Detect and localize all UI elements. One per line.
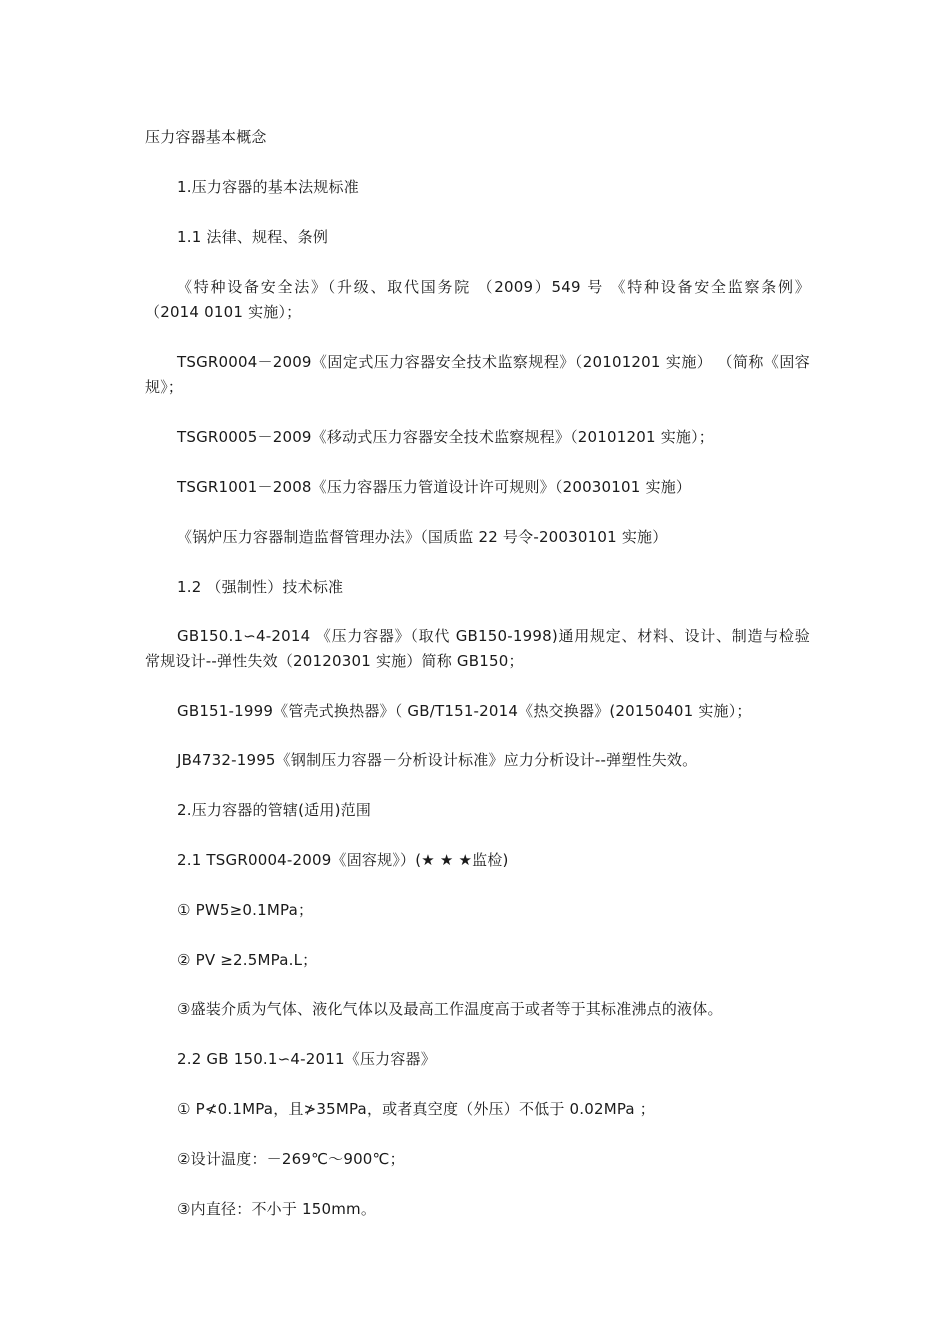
heading-1-1: 1.1 法律、规程、条例 (177, 228, 329, 246)
paragraph-tsgr0004: TSGR0004－2009《固定式压力容器安全技术监察规程》（20101201 实施） （简称《固容规》； (145, 353, 810, 396)
heading-2: 2.压力容器的管辖(适用)范围 (177, 801, 372, 819)
list-item-pv: ② PV ≥2.5MPa.L； (177, 951, 318, 969)
list-item-pressure: ① P≮0.1MPa，且≯35MPa，或者真空度（外压）不低于 0.02MPa ； (177, 1100, 655, 1118)
heading-1: 1.压力容器的基本法规标准 (177, 178, 359, 196)
paragraph-safety-law: 《特种设备安全法》（升级、取代国务院 （2009）549 号 《特种设备安全监察条例》 （2014 0101 实施）； (145, 278, 810, 321)
heading-2-1: 2.1 TSGR0004-2009《固容规》）(★ ★ ★监检) (177, 851, 509, 869)
paragraph-gb150: GB150.1∽4-2014 《压力容器》（取代 GB150-1998)通用规定、材料、设计、制造与检验 常规设计--弹性失效（20120301 实施）简称 GB150； (145, 627, 810, 670)
paragraph-jb4732: JB4732-1995《钢制压力容器－分析设计标准》应力分析设计--弹塑性失效。 (177, 751, 698, 769)
list-item-temperature: ②设计温度：－269℃～900℃； (177, 1150, 405, 1168)
paragraph-tsgr0005: TSGR0005－2009《移动式压力容器安全技术监察规程》（20101201 实施）； (177, 428, 714, 446)
heading-2-2: 2.2 GB 150.1∽4-2011《压力容器》 (177, 1050, 436, 1068)
document-title: 压力容器基本概念 (145, 128, 267, 146)
list-item-pw: ① PW5≥0.1MPa； (177, 901, 314, 919)
heading-1-2: 1.2 （强制性）技术标准 (177, 578, 344, 596)
paragraph-tsgr1001: TSGR1001－2008《压力容器压力管道设计许可规则》（20030101 实施） (177, 478, 692, 496)
paragraph-gb151: GB151-1999《管壳式换热器》（ GB/T151-2014《热交换器》(20150401 实施）； (177, 702, 752, 720)
list-item-medium: ③盛装介质为气体、液化气体以及最高工作温度高于或者等于其标准沸点的液体。 (177, 1000, 723, 1018)
list-item-diameter: ③内直径：不小于 150mm。 (177, 1200, 377, 1218)
paragraph-boiler-rules: 《锅炉压力容器制造监督管理办法》（国质监 22 号令-20030101 实施） (177, 528, 668, 546)
